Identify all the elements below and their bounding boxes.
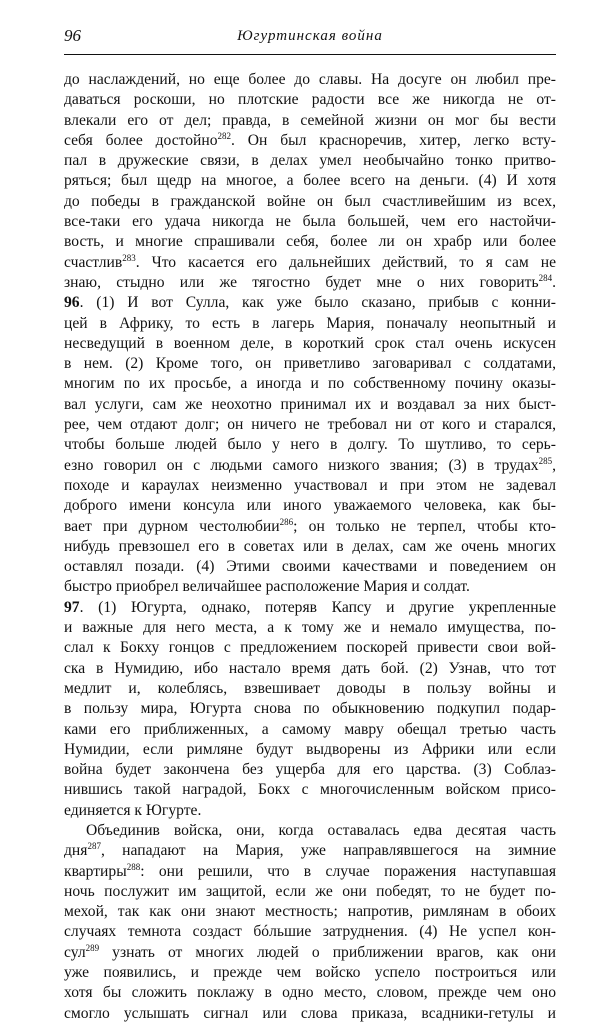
text-line: вость, и многие спрашивали себя, более ли он храбр или более [64, 233, 556, 251]
text-line: в пользу мира, Югурта снова по обыкновению подкупил подар- [64, 700, 556, 718]
text-line: даваться роскоши, но плотские радости все же никогда не от- [64, 91, 556, 109]
text-line: мехой, так как они знают местность; напротив, римлянам в обоих [64, 903, 556, 921]
page-header [64, 26, 556, 52]
text-line: квартиры$^{288}$: они решили, что в случае поражения наступавшая [64, 861, 556, 880]
text-line: счастлив$^{283}$. Что касается его дальнейших действий, то я сам не [64, 252, 556, 271]
text-line: ночь послужит им защитой, если же они победят, то не будет по- [64, 882, 556, 900]
text-line: 96. (1) И вот Сулла, как уже было сказано, прибыв с конни- [64, 294, 556, 312]
text-line: нибудь превзошел его в советах или в делах, сам же очень многих [64, 537, 556, 555]
text-line: слал к Бокху гонцов с предложением поскорей привести свои вой- [64, 639, 556, 657]
text-line: уже появились, и прежде чем войско успело построиться или [64, 964, 556, 982]
text-line: влекали его от дел; правда, в семейной жизни он мог бы вести [64, 111, 556, 129]
text-line: доброго имени консула или иного уважаемого человека, как бы- [64, 497, 556, 515]
header-rule [64, 54, 556, 55]
text-line: вает при дурном честолюбии$^{286}$; он только не терпел, чтобы кто- [64, 516, 556, 535]
footnote-ref: 286 [279, 516, 294, 527]
page-number: 96 [64, 26, 81, 45]
book-page [64, 26, 556, 1022]
text-line: смогло услышать сигнал или слова приказа, всадники-гетулы и [64, 1004, 556, 1022]
text-line: хотя бы сложить поклажу в одно место, словом, прежде чем оно [64, 984, 556, 1002]
text-line: цей в Африку, то есть в лагерь Мария, поначалу неопытный и [64, 314, 556, 332]
text-line: нившись такой наградой, Бокх с многочисленным войском присо- [64, 781, 556, 799]
footnote-ref: 282 [217, 130, 232, 141]
text-line: вал услуги, сам же неохотно принимал их и воздавал за них быст- [64, 395, 556, 413]
text-line: ками его приближенных, а самому мавру обещал третью часть [64, 720, 556, 738]
page-body [64, 70, 556, 1024]
text-line: в нем. (2) Кроме того, он приветливо заговаривал с солдатами, [64, 355, 556, 373]
text-line: дня$^{287}$, нападают на Мария, уже направлявшегося на зимние [64, 841, 556, 860]
section-number: 96 [64, 294, 80, 312]
text-line: чтобы больше людей было у него в долгу. То шутливо, то серь- [64, 436, 556, 454]
footnote-ref: 283 [122, 252, 136, 263]
text-line: ряться; был щедр на многое, а более всего на деньги. (4) И хотя [64, 172, 556, 190]
footnote-ref: 287 [87, 841, 101, 852]
text-line: до победы в гражданской войне он был счастливейшим из всех, [64, 192, 556, 210]
text-line: рее, чем отдают долг; он ничего не требовал ни от кого и старался, [64, 416, 556, 434]
text-line: до наслаждений, но еще более до славы. На досуге он любил пре- [64, 71, 556, 88]
text-line: Объединив войска, они, когда оставалась едва десятая часть [86, 821, 556, 839]
section-number: 97 [64, 598, 80, 616]
text-line: ска в Нумидию, ибо настало время дать бой. (2) Узнав, что тот [64, 659, 556, 677]
text-line: походе и караулах неизменно участвовал и при этом не задевал [64, 476, 556, 494]
text-line: езно говорил он с людьми самого низкого звания; (3) в трудах$^{285}$, [64, 455, 556, 474]
text-line: себя более достойно$^{282}$. Он был красноречив, хитер, легко всту- [64, 130, 556, 149]
text-line: сул$^{289}$ узнать от многих людей о приближении врагов, как они [64, 942, 556, 961]
text-line: все-таки его удача никогда не была большей, чем его настойчи- [64, 213, 556, 231]
text-line: 97. (1) Югурта, однако, потеряв Капсу и другие укрепленные [64, 598, 556, 616]
text-line: быстро приобрел величайшее расположение Мария и солдат. [64, 578, 470, 596]
text-line: война будет закончена без ущерба для его царства. (3) Соблаз- [64, 761, 556, 779]
footnote-ref: 284 [538, 272, 553, 283]
footnote-ref: 289 [85, 942, 100, 953]
text-line: пал в дружеские связи, в делах умел необычайно тонко притво- [64, 152, 556, 170]
text-line: единяется к Югурте. [64, 801, 202, 819]
text-line: медлит и, колеблясь, взвешивает доводы в пользу войны и [64, 679, 556, 697]
footnote-ref: 285 [538, 455, 553, 466]
text-line: многим по их просьбе, а иногда и по собственному почину оказы- [64, 375, 556, 393]
text-line: Нумидии, если римляне будут выдворены из Африки или если [64, 740, 556, 758]
footnote-ref: 288 [126, 861, 141, 872]
text-line: и важные для него места, а к тому же и немало имущества, по- [64, 619, 556, 637]
text-line: случаях темнота создаст бóльшие затруднения. (4) Не успел кон- [64, 923, 556, 941]
text-line: оставлял позади. (4) Этими своими качествами и поведением он [64, 558, 556, 576]
text-line: несведущий в военном деле, в короткий срок стал очень искусен [64, 334, 556, 352]
text-line: знаю, стыдно или же тягостно будет мне о них говорить$^{284}$. [64, 272, 556, 291]
running-title: Югуртинская война [237, 28, 383, 44]
